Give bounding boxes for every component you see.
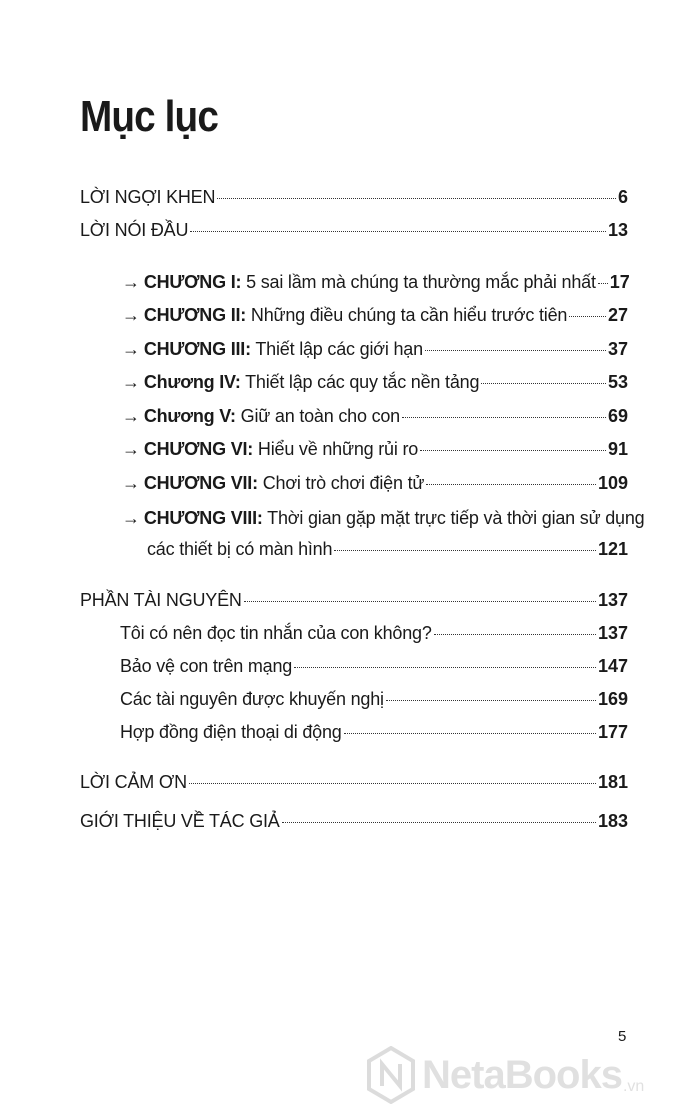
toc-chapter-8-line1: [122, 507, 644, 529]
chapter-title: Thời gian gặp mặt trực tiếp và thời gian sử dụng: [262, 508, 645, 528]
toc-entry-thanks: [80, 771, 628, 795]
chapter-prefix: CHƯƠNG II:: [143, 305, 247, 325]
page-number: 121: [597, 539, 628, 559]
page-number: 17: [609, 272, 630, 292]
toc-chapter-6: [122, 438, 628, 462]
chapter-title: 5 sai lầm mà chúng ta thường mắc phải nhất: [241, 272, 596, 292]
netabooks-logo-icon: [366, 1046, 416, 1104]
watermark: [366, 1046, 644, 1104]
arrow-icon: →: [122, 272, 140, 292]
dot-leader: [189, 783, 596, 784]
arrow-icon: →: [122, 339, 140, 359]
entry-label: Bảo vệ con trên mạng: [120, 656, 293, 676]
page-number: 169: [597, 689, 628, 709]
dot-leader: [282, 822, 596, 823]
chapter-title: Thiết lập các quy tắc nền tảng: [240, 372, 480, 392]
page-number: 13: [607, 220, 628, 240]
toc-resource-3: [120, 688, 628, 712]
toc-chapter-7: [122, 472, 628, 496]
chapter-title: Thiết lập các giới hạn: [250, 339, 423, 359]
watermark-suffix: .vn: [622, 1078, 645, 1095]
chapter-prefix: CHƯƠNG VII:: [143, 473, 258, 493]
toc-chapter-4: [122, 371, 628, 395]
chapter-prefix: CHƯƠNG III:: [143, 339, 251, 359]
chapter-title: Giữ an toàn cho con: [235, 406, 400, 426]
arrow-icon: →: [122, 473, 140, 493]
chapter-title: Chơi trò chơi điện tử: [257, 473, 425, 493]
entry-label: LỜI CẢM ƠN: [80, 772, 187, 792]
page-number: 177: [597, 722, 628, 742]
toc-entry-praise: [80, 186, 628, 210]
entry-label: LỜI NGỢI KHEN: [80, 187, 216, 207]
arrow-icon: →: [122, 439, 140, 459]
toc-chapter-3: [122, 338, 628, 362]
dot-leader: [434, 634, 596, 635]
entry-label: Hợp đồng điện thoại di động: [120, 722, 342, 742]
arrow-icon: →: [122, 508, 140, 528]
dot-leader: [344, 733, 596, 734]
toc-chapter-2: [122, 304, 628, 328]
chapter-title: Những điều chúng ta cần hiểu trước tiên: [246, 305, 568, 325]
dot-leader: [334, 550, 596, 551]
entry-label: PHẦN TÀI NGUYÊN: [80, 590, 242, 610]
page-number: 109: [597, 473, 628, 493]
page-number: 53: [607, 372, 628, 392]
toc-chapter-8-line2: [147, 538, 628, 562]
page-number: 69: [607, 406, 628, 426]
page-number: 91: [607, 439, 628, 459]
arrow-icon: →: [122, 406, 140, 426]
dot-leader: [481, 383, 606, 384]
dot-leader: [294, 667, 596, 668]
chapter-title: Hiểu về những rủi ro: [253, 439, 419, 459]
page-number: 183: [597, 811, 628, 831]
entry-label: Các tài nguyên được khuyến nghị: [120, 689, 384, 709]
toc-resource-4: [120, 721, 628, 745]
dot-leader: [598, 283, 608, 284]
chapter-prefix: Chương V:: [143, 406, 236, 426]
dot-leader: [426, 484, 596, 485]
chapter-prefix: CHƯƠNG VI:: [143, 439, 254, 459]
chapter-title-continuation: các thiết bị có màn hình: [147, 539, 333, 559]
page-number: 137: [597, 623, 628, 643]
page-number: 147: [597, 656, 628, 676]
page-folio: 5: [618, 1028, 627, 1045]
dot-leader: [420, 450, 606, 451]
toc-resource-2: [120, 655, 628, 679]
page-number: 27: [607, 305, 628, 325]
dot-leader: [569, 316, 606, 317]
page-number: 37: [607, 339, 628, 359]
toc-chapter-5: [122, 405, 628, 429]
entry-label: GIỚI THIỆU VỀ TÁC GIẢ: [80, 811, 280, 831]
chapter-prefix: CHƯƠNG VIII:: [143, 508, 263, 528]
chapter-prefix: Chương IV:: [143, 372, 241, 392]
toc-entry-author: [80, 810, 628, 834]
dot-leader: [244, 601, 596, 602]
dot-leader: [425, 350, 606, 351]
toc-entry-foreword: [80, 219, 628, 243]
page-number: 137: [597, 590, 628, 610]
arrow-icon: →: [122, 305, 140, 325]
chapter-prefix: CHƯƠNG I:: [143, 272, 242, 292]
toc-entry-resources: [80, 589, 628, 613]
dot-leader: [190, 231, 606, 232]
watermark-text: NetaBooks: [422, 1052, 622, 1097]
page-number: 181: [597, 772, 628, 792]
entry-label: Tôi có nên đọc tin nhắn của con không?: [120, 623, 432, 643]
toc-resource-1: [120, 622, 628, 646]
page-title: Mục lục: [80, 92, 218, 141]
dot-leader: [402, 417, 606, 418]
entry-label: LỜI NÓI ĐẦU: [80, 220, 189, 240]
dot-leader: [386, 700, 596, 701]
page-number: 6: [617, 187, 628, 207]
dot-leader: [217, 198, 616, 199]
arrow-icon: →: [122, 372, 140, 392]
toc-chapter-1: [122, 271, 628, 295]
